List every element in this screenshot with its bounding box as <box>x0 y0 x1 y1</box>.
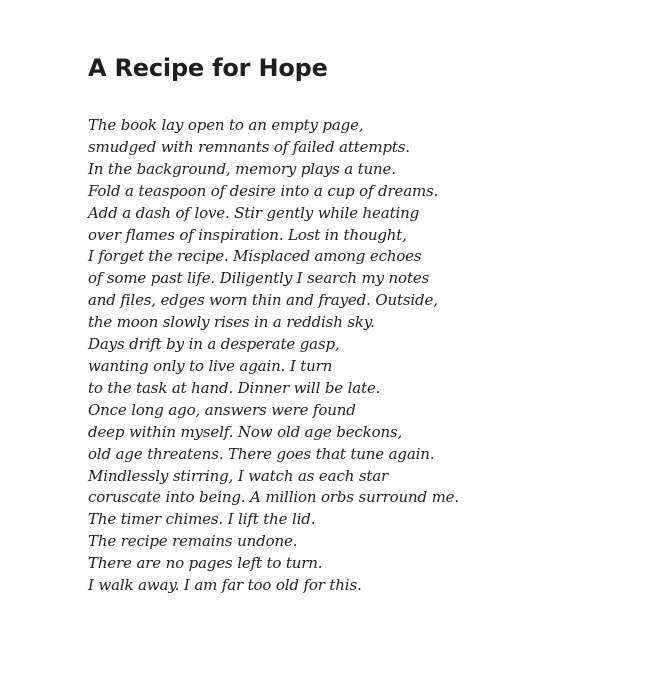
poem-line: over flames of inspiration. Lost in thought, <box>88 225 407 244</box>
poem-line: and files, edges worn thin and frayed. Outside, <box>88 291 438 310</box>
poem-line: Once long ago, answers were found <box>88 400 356 419</box>
poem-line: The timer chimes. I lift the lid. <box>88 510 316 529</box>
poem-line: wanting only to live again. I turn <box>88 356 333 375</box>
poem-body <box>88 115 459 597</box>
poem-line: coruscate into being. A million orbs surround me. <box>88 488 460 507</box>
poem-line: old age threatens. There goes that tune again. <box>88 444 435 463</box>
poem-line: smudged with remnants of failed attempts. <box>88 137 410 156</box>
poem-line: to the task at hand. Dinner will be late. <box>88 378 381 397</box>
poem-line: Days drift by in a desperate gasp, <box>88 335 340 354</box>
poem-line: Fold a teaspoon of desire into a cup of dreams. <box>88 181 439 200</box>
poem-line: the moon slowly rises in a reddish sky. <box>88 313 375 332</box>
poem-line: deep within myself. Now old age beckons, <box>88 422 403 441</box>
poem-line: Add a dash of love. Stir gently while heating <box>88 203 420 222</box>
poem-line: There are no pages left to turn. <box>88 554 323 573</box>
poem-line: In the background, memory plays a tune. <box>88 159 396 178</box>
poem-line: I walk away. I am far too old for this. <box>88 576 362 595</box>
poem-line: The book lay open to an empty page, <box>88 116 364 134</box>
poem-line: The recipe remains undone. <box>88 532 298 551</box>
poem-title: A Recipe for Hope <box>88 54 328 82</box>
poem-line: I forget the recipe. Misplaced among echoes <box>88 247 422 266</box>
poem-line: of some past life. Diligently I search my notes <box>88 269 430 288</box>
poem-line: Mindlessly stirring, I watch as each star <box>88 466 389 485</box>
